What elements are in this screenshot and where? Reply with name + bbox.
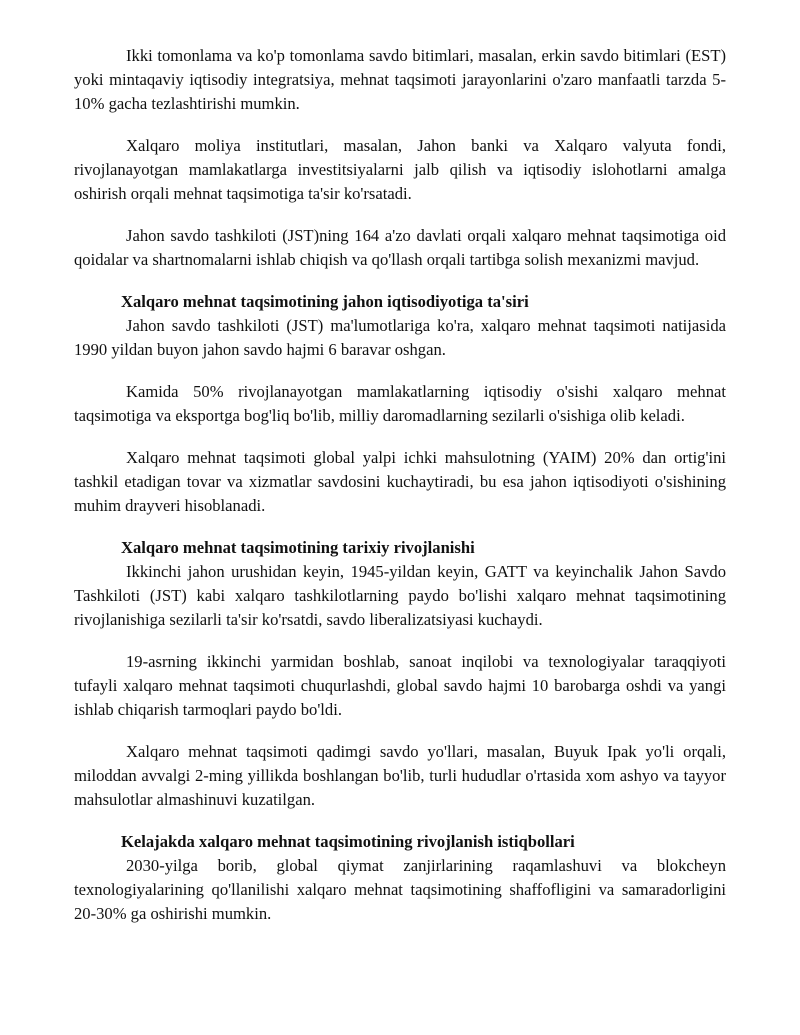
paragraph: Xalqaro mehnat taqsimoti qadimgi savdo yo'llari, masalan, Buyuk Ipak yo'li orqali, miloddan avvalgi 2-ming yillikda boshlangan bo'lib, turli hududlar o'rtasida xom ashyo va tayyor mahsulotlar almashinuvi kuzatilgan.	[74, 742, 726, 809]
paragraph: 19-asrning ikkinchi yarmidan boshlab, sanoat inqilobi va texnologiyalar taraqqiyoti tufayli xalqaro mehnat taqsimoti chuqurlashdi, global savdo hajmi 10 barobarga oshdi va yangi ishlab chiqarish tarmoqlari paydo bo'ldi.	[74, 652, 726, 719]
document-page	[74, 44, 726, 926]
paragraph: Xalqaro moliya institutlari, masalan, Jahon banki va Xalqaro valyuta fondi, rivojlanayotgan mamlakatlarga investitsiyalarni jalb qilish va iqtisodiy islohotlarni amalga oshirish orqali mehnat taqsimotiga ta'sir ko'rsatadi.	[74, 136, 726, 203]
section-heading-history: Xalqaro mehnat taqsimotining tarixiy rivojlanishi	[121, 538, 475, 557]
paragraph: Jahon savdo tashkiloti (JST)ning 164 a'zo davlati orqali xalqaro mehnat taqsimotiga oid qoidalar va shartnomalarni ishlab chiqish va qo'llash orqali tartibga solish mexanizmi mavjud.	[74, 226, 726, 269]
paragraph: 2030-yilga borib, global qiymat zanjirlarining raqamlashuvi va blokcheyn texnologiyalarining qo'llanilishi xalqaro mehnat taqsimotining shaffofligini va samaradorligini 20-30% ga oshirishi mumkin.	[74, 856, 726, 923]
paragraph: Kamida 50% rivojlanayotgan mamlakatlarning iqtisodiy o'sishi xalqaro mehnat taqsimotiga va eksportga bog'liq bo'lib, milliy daromadlarning sezilarli o'sishiga olib keladi.	[74, 382, 726, 425]
paragraph: Ikkinchi jahon urushidan keyin, 1945-yildan keyin, GATT va keyinchalik Jahon Savdo Tashkiloti (JST) kabi xalqaro tashkilotlarning paydo bo'lishi xalqaro mehnat taqsimotining rivojlanishiga sezilarli ta'sir ko'rsatdi, savdo liberalizatsiyasi kuchaydi.	[74, 562, 726, 629]
paragraph: Jahon savdo tashkiloti (JST) ma'lumotlariga ko'ra, xalqaro mehnat taqsimoti natijasida 1990 yildan buyon jahon savdo hajmi 6 baravar oshgan.	[74, 316, 726, 359]
section-heading-future: Kelajakda xalqaro mehnat taqsimotining rivojlanish istiqbollari	[121, 832, 575, 851]
paragraph: Xalqaro mehnat taqsimoti global yalpi ichki mahsulotning (YAIM) 20% dan ortig'ini tashkil etadigan tovar va xizmatlar savdosini kuchaytiradi, bu esa jahon iqtisodiyoti o'sishining muhim drayveri hisoblanadi.	[74, 448, 726, 515]
section-heading-impact: Xalqaro mehnat taqsimotining jahon iqtisodiyotiga ta'siri	[121, 292, 529, 311]
paragraph: Ikki tomonlama va ko'p tomonlama savdo bitimlari, masalan, erkin savdo bitimlari (EST) yoki mintaqaviy iqtisodiy integratsiya, mehnat taqsimoti jarayonlarini o'zaro manfaatli tarzda 5-10% gacha tezlashtirishi mumkin.	[74, 46, 726, 113]
